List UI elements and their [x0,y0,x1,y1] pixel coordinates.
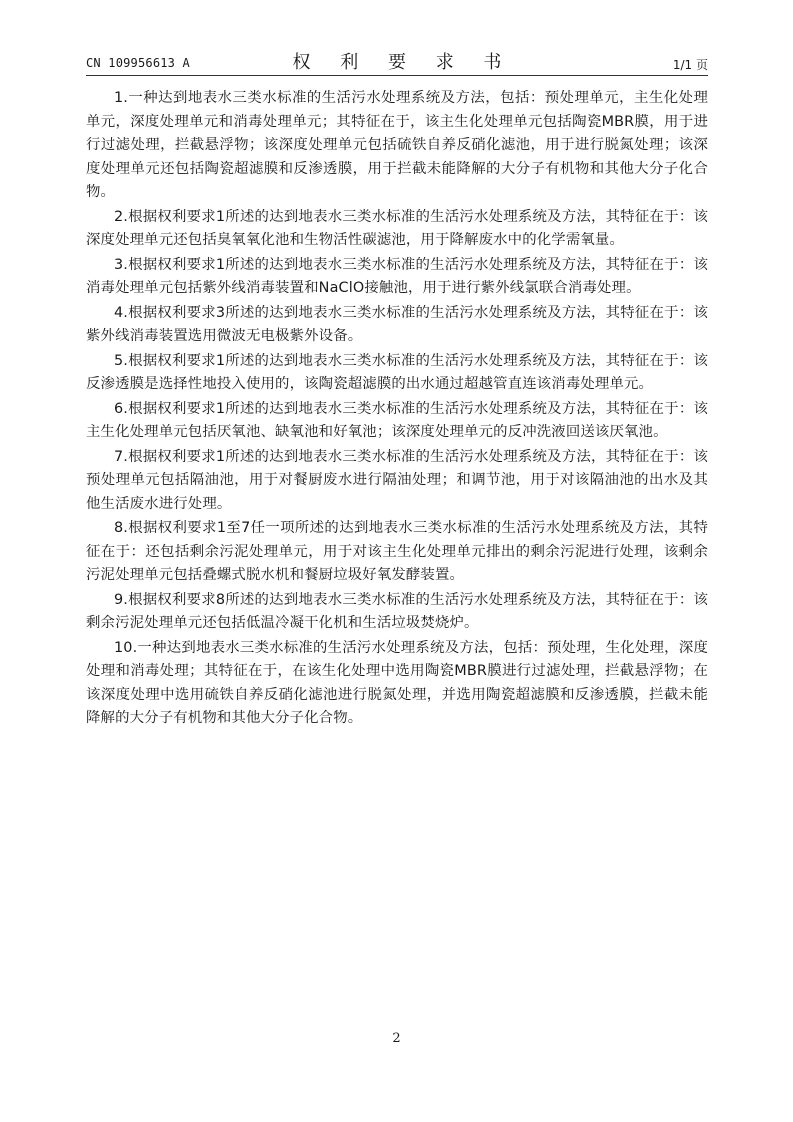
claim-3: 3.根据权利要求1所述的达到地表水三类水标准的生活污水处理系统及方法，其特征在于：该消毒处理单元包括紫外线消毒装置和NaClO接触池，用于进行紫外线氯联合消毒处理。 [86,256,708,296]
page-header [86,48,708,76]
claim-5: 5.根据权利要求1所述的达到地表水三类水标准的生活污水处理系统及方法，其特征在于：该反渗透膜是选择性地投入使用的，该陶瓷超滤膜的出水通过超越管直连该消毒处理单元。 [86,352,708,392]
page-number: 2 [392,1031,401,1046]
claims-list [86,87,708,732]
claim-2: 2.根据权利要求1所述的达到地表水三类水标准的生活污水处理系统及方法，其特征在于：该深度处理单元还包括臭氧氧化池和生物活性碳滤池，用于降解废水中的化学需氧量。 [86,208,708,248]
document-title: 权 利 要 求 书 [292,52,514,73]
header-divider [86,75,708,76]
claim-4: 4.根据权利要求3所述的达到地表水三类水标准的生活污水处理系统及方法，其特征在于：该紫外线消毒装置选用微波无电极紫外设备。 [86,304,708,344]
claim-10: 10.一种达到地表水三类水标准的生活污水处理系统及方法，包括：预处理，生化处理，深度处理和消毒处理；其特征在于，在该生化处理中选用陶瓷MBR膜进行过滤处理，拦截悬浮物；在该深度处理中选用硫铁自养反硝化滤池进行脱氮处理，并选用陶瓷超滤膜和反渗透膜，拦截未能降解的大分子有机物和其他大分子化合物。 [86,639,708,726]
claim-9: 9.根据权利要求8所述的达到地表水三类水标准的生活污水处理系统及方法，其特征在于：该剩余污泥处理单元还包括低温冷凝干化机和生活垃圾焚烧炉。 [86,591,708,631]
page-indicator: 1/1 页 [672,58,708,72]
claim-7: 7.根据权利要求1所述的达到地表水三类水标准的生活污水处理系统及方法，其特征在于：该预处理单元包括隔油池，用于对餐厨废水进行隔油处理；和调节池，用于对该隔油池的出水及其他生活废水进行处理。 [86,448,708,512]
claim-6: 6.根据权利要求1所述的达到地表水三类水标准的生活污水处理系统及方法，其特征在于：该主生化处理单元包括厌氧池、缺氧池和好氧池；该深度处理单元的反冲洗液回送该厌氧池。 [86,400,708,440]
claim-8: 8.根据权利要求1至7任一项所述的达到地表水三类水标准的生活污水处理系统及方法，其特征在于：还包括剩余污泥处理单元，用于对该主生化处理单元排出的剩余污泥进行处理，该剩余污泥处理单元包括叠螺式脱水机和餐厨垃圾好氧发酵装置。 [86,520,708,583]
publication-number: CN 109956613 A [86,56,190,70]
claim-1: 1.一种达到地表水三类水标准的生活污水处理系统及方法，包括：预处理单元，主生化处理单元，深度处理单元和消毒处理单元；其特征在于，该主生化处理单元包括陶瓷MBR膜，用于进行过滤处理，拦截悬浮物；该深度处理单元包括硫铁自养反硝化滤池，用于进行脱氮处理；该深度处理单元还包括陶瓷超滤膜和反渗透膜，用于拦截未能降解的大分子有机物和其他大分子化合物。 [86,90,708,200]
